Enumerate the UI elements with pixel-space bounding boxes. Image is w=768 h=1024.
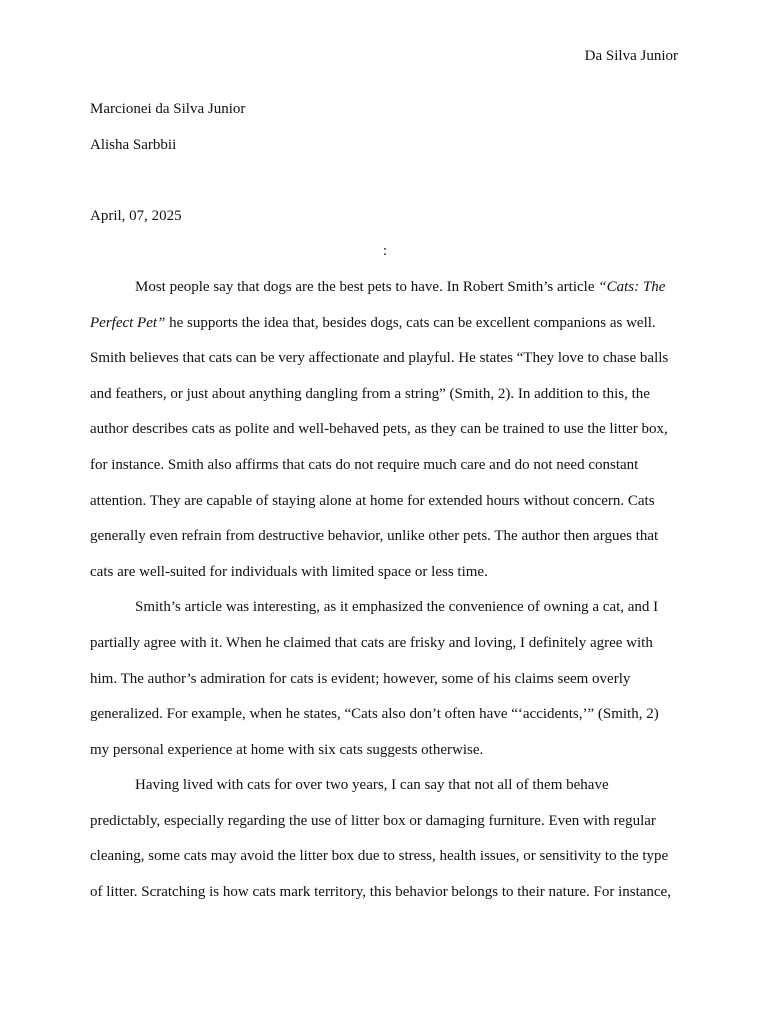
paragraph-line [90, 590, 680, 626]
line-text: cleaning, some cats may avoid the litter box due to stress, health issues, or sensitivity to the type [90, 848, 669, 865]
line-text: Having lived with cats for over two years, I can say that not all of them behave [135, 777, 609, 794]
paragraph-line [90, 697, 680, 733]
paragraph-line [90, 626, 680, 662]
article-title-italic: Perfect Pet” [90, 314, 166, 331]
running-header: Da Silva Junior [584, 48, 678, 64]
student-name: Marcionei da Silva Junior [90, 101, 246, 117]
paragraph-line [90, 341, 680, 377]
document-body [90, 92, 680, 911]
line-text: he supports the idea that, besides dogs, cats can be excellent companions as well. [165, 314, 656, 331]
line-text: for instance. Smith also affirms that cats do not require much care and do not need constant [90, 456, 639, 473]
paragraph-line [90, 484, 680, 520]
paragraph-line [90, 448, 680, 484]
paragraph [90, 270, 680, 590]
paragraph-line [90, 804, 680, 840]
line-text: Most people say that dogs are the best pets to have. In Robert Smith’s article [135, 278, 599, 295]
line-text: generally even refrain from destructive behavior, unlike other pets. The author then argues that [90, 528, 659, 545]
instructor-name: Alisha Sarbbii [90, 136, 177, 153]
paragraph [90, 590, 680, 768]
essay-title: : [382, 243, 388, 260]
paragraph-line [90, 662, 680, 698]
line-text: partially agree with it. When he claimed that cats are frisky and loving, I definitely agree with [90, 634, 653, 651]
line-text: Smith’s article was interesting, as it emphasized the convenience of owning a cat, and I [135, 599, 659, 616]
paragraph-line [90, 306, 680, 342]
paragraph-line [90, 733, 680, 769]
line-text: generalized. For example, when he states, “Cats also don’t often have “‘accidents,’” (Smith, 2) [90, 706, 659, 723]
line-text: author describes cats as polite and well-behaved pets, as they can be trained to use the litter box, [90, 421, 668, 438]
line-text: predictably, especially regarding the use of litter box or damaging furniture. Even with regular [90, 812, 656, 829]
line-text: cats are well-suited for individuals with limited space or less time. [90, 563, 488, 580]
essay-date: April, 07, 2025 [90, 207, 182, 224]
line-text: my personal experience at home with six cats suggests otherwise. [90, 741, 484, 758]
paragraph-line [90, 270, 680, 306]
paragraph-line [90, 555, 680, 591]
paragraph-line [90, 875, 680, 911]
line-text: him. The author’s admiration for cats is evident; however, some of his claims seem overly [90, 670, 631, 687]
paragraph-line [90, 839, 680, 875]
paragraph-line [90, 519, 680, 555]
line-text: of litter. Scratching is how cats mark territory, this behavior belongs to their nature. For instance, [90, 884, 671, 901]
line-text: Smith believes that cats can be very affectionate and playful. He states “They love to chase balls [90, 350, 669, 367]
paragraph [90, 768, 680, 910]
paragraph-line [90, 377, 680, 413]
line-text: attention. They are capable of staying alone at home for extended hours without concern. Cats [90, 492, 655, 509]
article-title-italic: “Cats: The [598, 278, 666, 295]
paragraph-line [90, 768, 680, 804]
paragraph-line [90, 412, 680, 448]
essay-paragraphs [90, 270, 680, 911]
line-text: and feathers, or just about anything dangling from a string” (Smith, 2). In addition to this, the [90, 385, 650, 402]
